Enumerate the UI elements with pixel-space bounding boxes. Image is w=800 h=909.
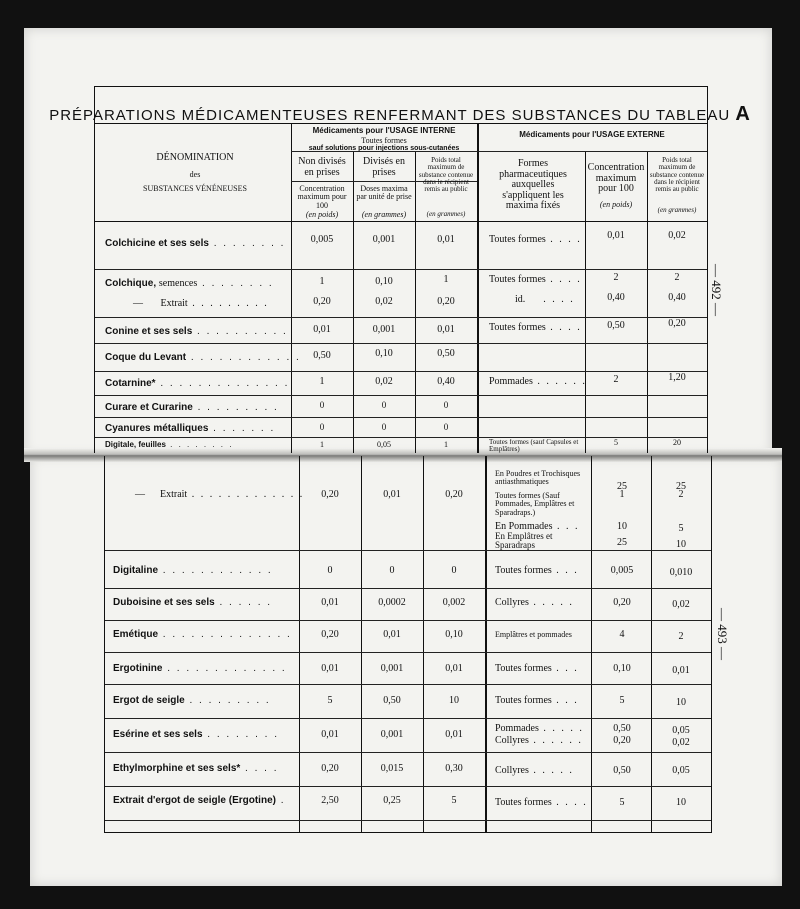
cell-divises: 0,05 xyxy=(377,440,391,449)
cell-concentration: 4 xyxy=(619,629,625,640)
header-poids-total: Poids total maximum de substance contenue dans le récipient remis au public xyxy=(418,156,474,194)
cell-concentration: 0,20 xyxy=(613,597,631,608)
header-non-divises-sub: Concentration maximum pour 100 xyxy=(297,184,347,210)
cell-poids-ext: 1,20 xyxy=(668,372,686,383)
cell-non-divises: 0,20 xyxy=(321,629,339,640)
row-name: Colchicine et ses sels . . . . . . . . . xyxy=(105,238,295,249)
cell-divises: 0,02 xyxy=(375,376,393,387)
row-name: Cotarnine* . . . . . . . . . . . . . . xyxy=(105,378,290,389)
header-concentration: Concentration maximum pour 100 xyxy=(587,162,645,194)
header-interne-sub2: sauf solutions pour injections sous-cutanées xyxy=(308,145,460,152)
header-non-divises-unit: (en poids) xyxy=(305,210,339,219)
cell-forme: id. . . . . xyxy=(515,294,575,305)
header-interne-sub: Toutes formes xyxy=(361,136,407,145)
cell-poids-ext: 2 xyxy=(674,272,680,283)
header-interne: Médicaments pour l'USAGE INTERNE xyxy=(312,126,456,135)
table-bottom xyxy=(104,456,712,833)
cell-poids-ext: 10 xyxy=(676,697,686,708)
cell-divises: 0,10 xyxy=(375,348,393,359)
row-name: Conine et ses sels . . . . . . . . . . xyxy=(105,326,288,337)
cell-poids-total: 0,01 xyxy=(437,234,455,245)
cell-non-divises: 1 xyxy=(319,276,325,287)
cell-forme: Pommades . . . . . . xyxy=(489,376,587,387)
page-number-bottom: — 493 — xyxy=(715,608,730,660)
cell-non-divises: 0 xyxy=(327,565,333,576)
cell-non-divises: 0 xyxy=(319,400,325,410)
cell-divises: 0 xyxy=(381,422,387,432)
cell-concentration: 0,40 xyxy=(607,292,625,303)
cell-divises: 0,01 xyxy=(383,489,401,500)
cell-poids-total: 10 xyxy=(449,695,459,706)
cell-concentration: 5 xyxy=(619,695,625,706)
cell-divises: 0,01 xyxy=(383,629,401,640)
cell-poids-total: 1 xyxy=(443,274,449,285)
row-name: — Extrait . . . . . . . . . xyxy=(133,298,269,309)
cell-poids-total: 1 xyxy=(444,440,448,449)
cell-poids-total: 0,30 xyxy=(445,763,463,774)
cell-non-divises: 0,01 xyxy=(321,597,339,608)
row-name: Digitaline . . . . . . . . . . . . xyxy=(113,565,273,576)
cell-poids-total: 0,01 xyxy=(445,729,463,740)
cell-forme: Toutes formes . . . xyxy=(495,663,579,674)
cell-divises: 0,10 xyxy=(375,276,393,287)
header-divises: Divisés en prises xyxy=(363,156,405,178)
cell-non-divises: 0,20 xyxy=(313,296,331,307)
header-poids-ext-unit: (en grammes) xyxy=(657,206,697,214)
cell-poids-ext: 0,02 xyxy=(672,599,690,610)
header-concentration-unit: (en poids) xyxy=(599,200,633,209)
cell-poids-total: 0,20 xyxy=(445,489,463,500)
cell-concentration: 25 xyxy=(617,537,627,548)
row-name: Cyanures métalliques . . . . . . . xyxy=(105,423,276,434)
cell-forme: Toutes formes . . . xyxy=(495,565,579,576)
cell-forme: Toutes formes (Sauf Pommades, Emplâtres et Sparadraps.) xyxy=(495,491,575,517)
cell-non-divises: 0,20 xyxy=(321,489,339,500)
cell-concentration: 0,10 xyxy=(613,663,631,674)
cell-divises: 0,0002 xyxy=(378,597,406,608)
cell-poids-ext: 20 xyxy=(673,439,681,447)
header-formes: Formes pharmaceutiques auxquelles s'appliquent les maxima fixés xyxy=(499,158,567,211)
row-name: Esérine et ses sels . . . . . . . . xyxy=(113,729,279,740)
cell-poids-total: 0,20 xyxy=(437,296,455,307)
cell-non-divises: 2,50 xyxy=(321,795,339,806)
table-title: PRÉPARATIONS MÉDICAMENTEUSES RENFERMANT DES SUBSTANCES DU TABLEAU A xyxy=(49,103,751,125)
header-des: des xyxy=(189,170,201,179)
cell-forme: Collyres . . . . . . xyxy=(495,735,583,746)
row-name: Colchique, semences . . . . . . . . xyxy=(105,278,274,289)
cell-concentration: 0,20 xyxy=(613,735,631,746)
cell-poids-total: 0 xyxy=(443,400,449,410)
cell-poids-total: 0 xyxy=(451,565,457,576)
row-name: Ergot de seigle . . . . . . . . . xyxy=(113,695,271,706)
cell-divises: 0,02 xyxy=(375,296,393,307)
cell-non-divises: 0,50 xyxy=(313,350,331,361)
table-row xyxy=(95,439,707,453)
cell-poids-ext: 0,010 xyxy=(669,567,693,578)
header-divises-unit: (en grammes) xyxy=(361,210,407,219)
header-externe: Médicaments pour l'USAGE EXTERNE xyxy=(519,130,665,139)
cell-concentration: 5 xyxy=(614,439,618,447)
cell-non-divises: 1 xyxy=(320,440,324,449)
cell-concentration: 10 xyxy=(617,521,627,532)
cell-forme: Collyres . . . . . xyxy=(495,597,574,608)
cell-poids-total: 0,01 xyxy=(445,663,463,674)
cell-poids-total: 0,01 xyxy=(437,324,455,335)
cell-concentration: 0,50 xyxy=(613,765,631,776)
cell-concentration: 1 xyxy=(619,489,625,500)
table-top xyxy=(94,86,708,453)
cell-forme: Emplâtres et pommades xyxy=(495,630,572,639)
row-name: Extrait d'ergot de seigle (Ergotine) . xyxy=(113,795,286,806)
cell-poids-total: 0,002 xyxy=(442,597,466,608)
cell-divises: 0 xyxy=(381,400,387,410)
cell-divises: 0,015 xyxy=(380,763,404,774)
cell-poids-ext: 0,01 xyxy=(672,665,690,676)
header-divises-sub: Doses maxima par unité de prise xyxy=(356,184,412,202)
cell-concentration: 2 xyxy=(613,272,619,283)
cell-divises: 0,001 xyxy=(372,234,396,245)
cell-forme: En Emplâtres et Sparadraps xyxy=(495,531,553,551)
header-substances: SUBSTANCES VÉNÉNEUSES xyxy=(143,184,247,193)
cell-non-divises: 5 xyxy=(327,695,333,706)
cell-poids-total: 0,50 xyxy=(437,348,455,359)
cell-poids-ext: 2 xyxy=(678,489,684,500)
row-name: Ergotinine . . . . . . . . . . . . . xyxy=(113,663,287,674)
cell-poids-total: 5 xyxy=(451,795,457,806)
cell-non-divises: 0,20 xyxy=(321,763,339,774)
header-denomination: DÉNOMINATION xyxy=(156,152,234,163)
row-name: Coque du Levant . . . . . . . . . . . . xyxy=(105,352,301,363)
header-poids-total-unit: (en grammes) xyxy=(426,210,466,218)
cell-poids-ext: 0,05 xyxy=(672,725,690,736)
cell-poids-ext: 2 xyxy=(678,631,684,642)
header-non-divises: Non divisés en prises xyxy=(298,156,346,178)
cell-forme: Collyres . . . . . xyxy=(495,765,574,776)
cell-forme: Toutes formes . . . . xyxy=(489,322,582,333)
cell-forme: Pommades . . . . . xyxy=(495,723,584,734)
cell-non-divises: 0,01 xyxy=(321,663,339,674)
cell-concentration: 5 xyxy=(619,797,625,808)
cell-forme: Toutes formes . . . . xyxy=(489,274,582,285)
cell-forme: Toutes formes . . . xyxy=(495,695,579,706)
cell-forme: Toutes formes (sauf Capsules et Emplâtres) xyxy=(489,439,579,453)
cell-non-divises: 0,005 xyxy=(310,234,334,245)
header-poids-ext: Poids total maximum de substance contenue dans le récipient remis au public xyxy=(649,156,705,194)
cell-poids-ext: 0,20 xyxy=(668,318,686,329)
cell-poids-total: 0,40 xyxy=(437,376,455,387)
cell-poids-ext: 10 xyxy=(676,797,686,808)
cell-divises: 0 xyxy=(389,565,395,576)
cell-concentration: 25 xyxy=(617,481,627,492)
cell-poids-ext: 0,40 xyxy=(668,292,686,303)
cell-concentration: 0,50 xyxy=(607,320,625,331)
cell-poids-ext: 0,02 xyxy=(672,737,690,748)
cell-divises: 0,50 xyxy=(383,695,401,706)
row-name: — Extrait . . . . . . . . . . . . . xyxy=(135,489,305,500)
cell-poids-ext: 25 xyxy=(676,481,686,492)
row-name: Emétique . . . . . . . . . . . . . . xyxy=(113,629,292,640)
cell-poids-ext: 5 xyxy=(678,523,684,534)
cell-concentration: 0,50 xyxy=(613,723,631,734)
cell-divises: 0,25 xyxy=(383,795,401,806)
cell-non-divises: 0,01 xyxy=(313,324,331,335)
cell-concentration: 0,005 xyxy=(610,565,634,576)
cell-poids-ext: 0,05 xyxy=(672,765,690,776)
page-number-top: — 492 — xyxy=(709,264,724,316)
cell-poids-ext: 10 xyxy=(676,539,686,550)
cell-divises: 0,001 xyxy=(380,663,404,674)
cell-poids-ext: 0,02 xyxy=(668,230,686,241)
row-name: Curare et Curarine . . . . . . . . . xyxy=(105,402,279,413)
cell-poids-total: 0,10 xyxy=(445,629,463,640)
row-name: Digitale, feuilles . . . . . . . . xyxy=(105,440,234,449)
cell-non-divises: 0,01 xyxy=(321,729,339,740)
row-name: Duboisine et ses sels . . . . . . xyxy=(113,597,273,608)
row-name: Ethylmorphine et ses sels* . . . . xyxy=(113,763,279,774)
cell-forme: Toutes formes . . . . xyxy=(495,797,588,808)
cell-forme: En Pommades . . . xyxy=(495,521,580,532)
cell-divises: 0,001 xyxy=(372,324,396,335)
cell-poids-total: 0 xyxy=(443,422,449,432)
cell-concentration: 2 xyxy=(613,374,619,385)
cell-forme: En Poudres et Trochisques antiasthmatiques xyxy=(495,469,581,487)
cell-non-divises: 0 xyxy=(319,422,325,432)
cell-forme: Toutes formes . . . . xyxy=(489,234,582,245)
cell-divises: 0,001 xyxy=(380,729,404,740)
cell-concentration: 0,01 xyxy=(607,230,625,241)
cell-non-divises: 1 xyxy=(319,376,325,387)
